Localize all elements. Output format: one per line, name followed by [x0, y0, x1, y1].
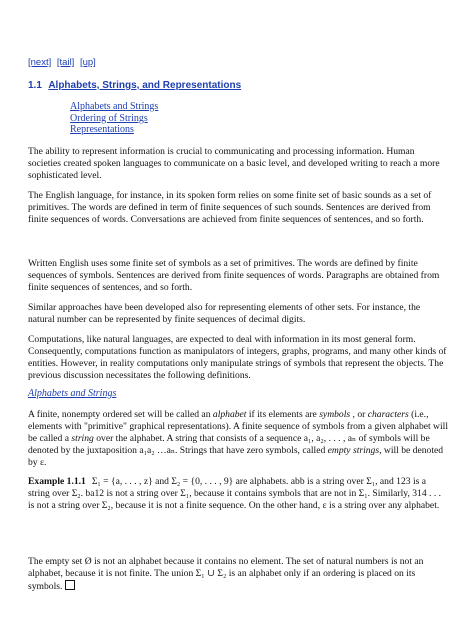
definition-text: , will be denoted by ε. — [28, 444, 444, 468]
term-string: string — [71, 432, 94, 444]
definition-text: if its elements are — [246, 409, 320, 420]
section-number: 1.1 — [28, 80, 42, 91]
up-link[interactable]: [up] — [79, 57, 96, 68]
subsection-link[interactable]: Alphabets and Strings — [28, 388, 117, 399]
toc-link-representations[interactable]: Representations — [70, 124, 134, 135]
definition-text: A finite, nonempty ordered set will be called an — [28, 409, 213, 420]
definition-text: over the alphabet. A string that consists of a sequence a₁, a₂, . . . , aₙ of symbols will be denoted by the juxtaposition a₁a₂ …aₙ. Strings that have zero symbols, called — [28, 432, 430, 456]
definition-text: , or — [350, 409, 368, 420]
end-of-proof-icon — [65, 580, 75, 590]
paragraph-4: Similar approaches have been developed also for representing elements of other sets. For instance, the natural number can be represented by finite sequences of decimal digits. — [28, 302, 421, 325]
closing-text: The empty set Ø is not an alphabet because it contains no element. The set of natural numbers is not an alphabet, because it is not finite. The union Σ₁ ∪ Σ₂ is an alphabet only if an ordering is placed on its symbols. — [28, 556, 424, 592]
nav-links — [28, 57, 99, 68]
paragraph-2: The English language, for instance, in its spoken form relies on some finite set of basic sounds as a set of primitives. The words are defined in term of finite sequences of such sounds. Sentences are derived from finite sequences of words. Conversations are achieved from finite sequences of sentences, and so forth. — [28, 190, 432, 225]
example-text: Σ₁ = {a, . . . , z} and Σ₂ = {0, . . . , 9} are alphabets. abb is a string over Σ₁, and 123 is a string over Σ₂. ba12 is not a string over Σ₁, because it contains symbols that are not in Σ₁. Similarly, 314 . . . is not a string over Σ₂, because it is not a finite sequence. On the other hand, ε is a string over any alphabet. — [28, 476, 442, 511]
toc-link-alphabets-strings[interactable]: Alphabets and Strings — [70, 101, 159, 112]
example-label: Example 1.1.1 — [28, 476, 86, 487]
paragraph-3: Written English uses some finite set of symbols as a set of primitives. The words are defined by finite sequences of symbols. Sentences are derived from finite sequences of words. Paragraphs are obtained from finite sequences of sentences, and so forth. — [28, 258, 440, 293]
paragraph-5: Computations, like natural languages, are expected to deal with information in its most general form. Consequently, computations function as manipulators of integers, graphs, programs, and many other kinds of entities. However, in reality computations only manipulate strings of symbols that represent the objects. The previous discussion necessitates the following definitions. — [28, 334, 447, 381]
closing-paragraph — [28, 556, 448, 593]
term-symbols: symbols — [319, 409, 351, 420]
tail-link[interactable]: [tail] — [56, 57, 75, 68]
term-characters: characters — [367, 409, 409, 420]
term-alphabet: alphabet — [212, 409, 247, 420]
table-of-contents — [70, 101, 158, 136]
toc-link-ordering-strings[interactable]: Ordering of Strings — [70, 112, 148, 124]
section-heading — [28, 80, 241, 91]
definition-paragraph — [28, 409, 448, 469]
term-empty-strings: empty strings — [327, 444, 380, 456]
definition-text: (i.e., elements with "primitive" graphical representations). A finite sequence of symbols from a given alphabet will be called a — [28, 409, 448, 444]
section-title-link[interactable]: Alphabets, Strings, and Representations — [48, 80, 242, 91]
example-paragraph — [28, 476, 448, 512]
next-link[interactable]: [next] — [28, 57, 52, 68]
paragraph-1: The ability to represent information is crucial to communicating and processing information. Human societies created spoken languages to communicate on a basic level, and developed writing to reach a more sophisticated level. — [28, 146, 440, 181]
subsection-heading — [28, 388, 116, 399]
